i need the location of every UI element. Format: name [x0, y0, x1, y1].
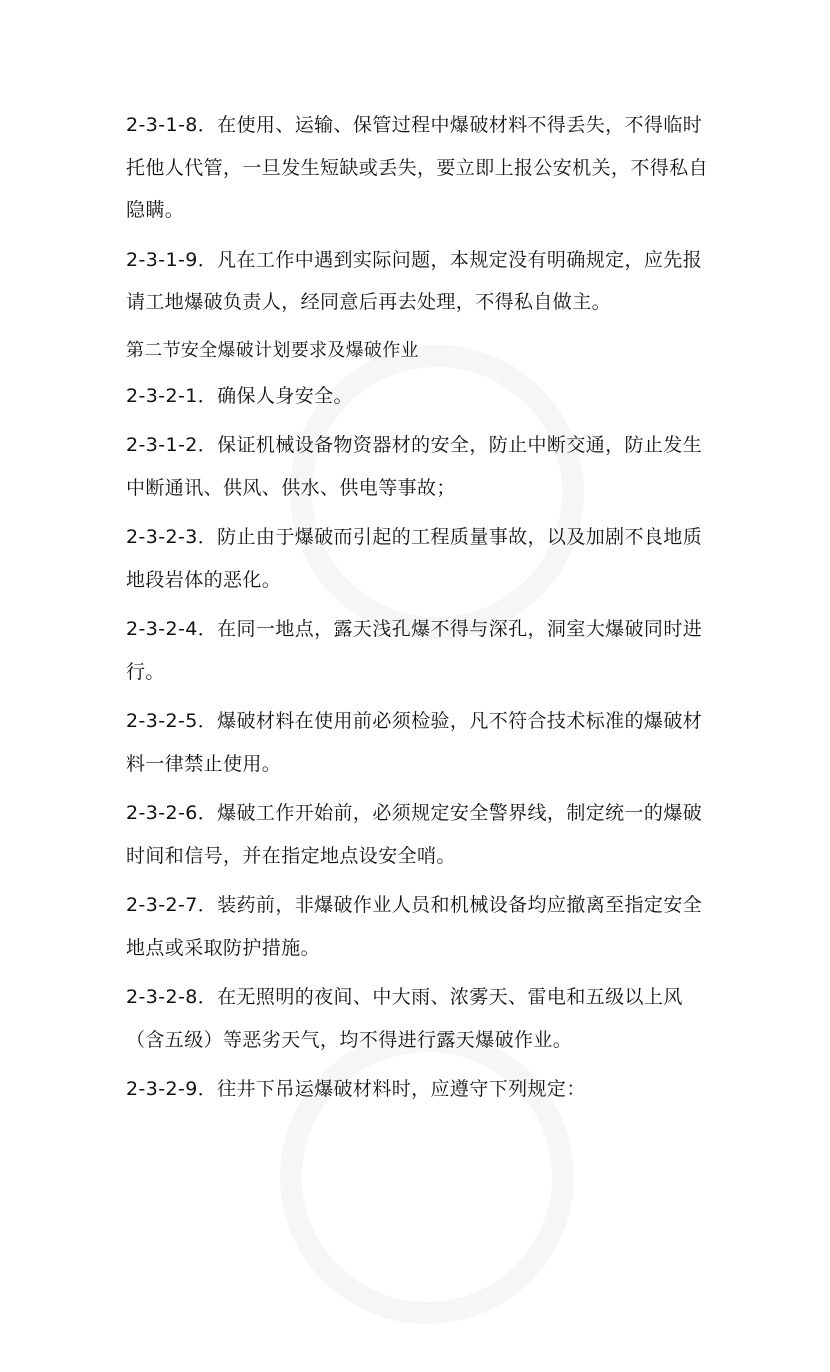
- paragraph-2-3-1-9: 2-3-1-9．凡在工作中遇到实际问题，本规定没有明确规定，应先报请工地爆破负责人，经同意后再去处理，不得私自做主。: [126, 248, 703, 313]
- list-item: 2-3-2-5．爆破材料在使用前必须检验，凡不符合技术标准的爆破材料一律禁止使用。: [126, 710, 703, 775]
- list-item: 2-3-2-8．在无照明的夜间、中大雨、浓雾天、雷电和五级以上风（含五级）等恶劣天气，均不得进行露天爆破作业。: [126, 986, 683, 1051]
- list-item: 2-3-2-9．往井下吊运爆破材料时，应遵守下列规定：: [126, 1078, 586, 1100]
- list-item: 2-3-2-6．爆破工作开始前，必须规定安全警界线，制定统一的爆破时间和信号，并在指定地点设安全哨。: [126, 802, 703, 867]
- list-item: 2-3-2-4．在同一地点，露天浅孔爆不得与深孔，洞室大爆破同时进行。: [126, 618, 703, 683]
- section-heading: 第二节安全爆破计划要求及爆破作业: [126, 339, 419, 361]
- list-item: 2-3-2-3．防止由于爆破而引起的工程质量事故，以及加剧不良地质地段岩体的恶化。: [126, 526, 703, 591]
- document-body: [126, 104, 710, 1118]
- paragraph-2-3-1-8: 2-3-1-8．在使用、运输、保管过程中爆破材料不得丢失，不得临时托他人代管，一旦发生短缺或丢失，要立即上报公安机关，不得私自隐瞒。: [126, 114, 709, 221]
- list-item: 2-3-2-7．装药前，非爆破作业人员和机械设备均应撤离至指定安全地点或采取防护措施。: [126, 894, 703, 959]
- list-item: 2-3-2-1．确保人身安全。: [126, 384, 353, 407]
- list-item: 2-3-1-2．保证机械设备物资器材的安全，防止中断交通，防止发生中断通讯、供风、供水、供电等事故；: [126, 434, 703, 499]
